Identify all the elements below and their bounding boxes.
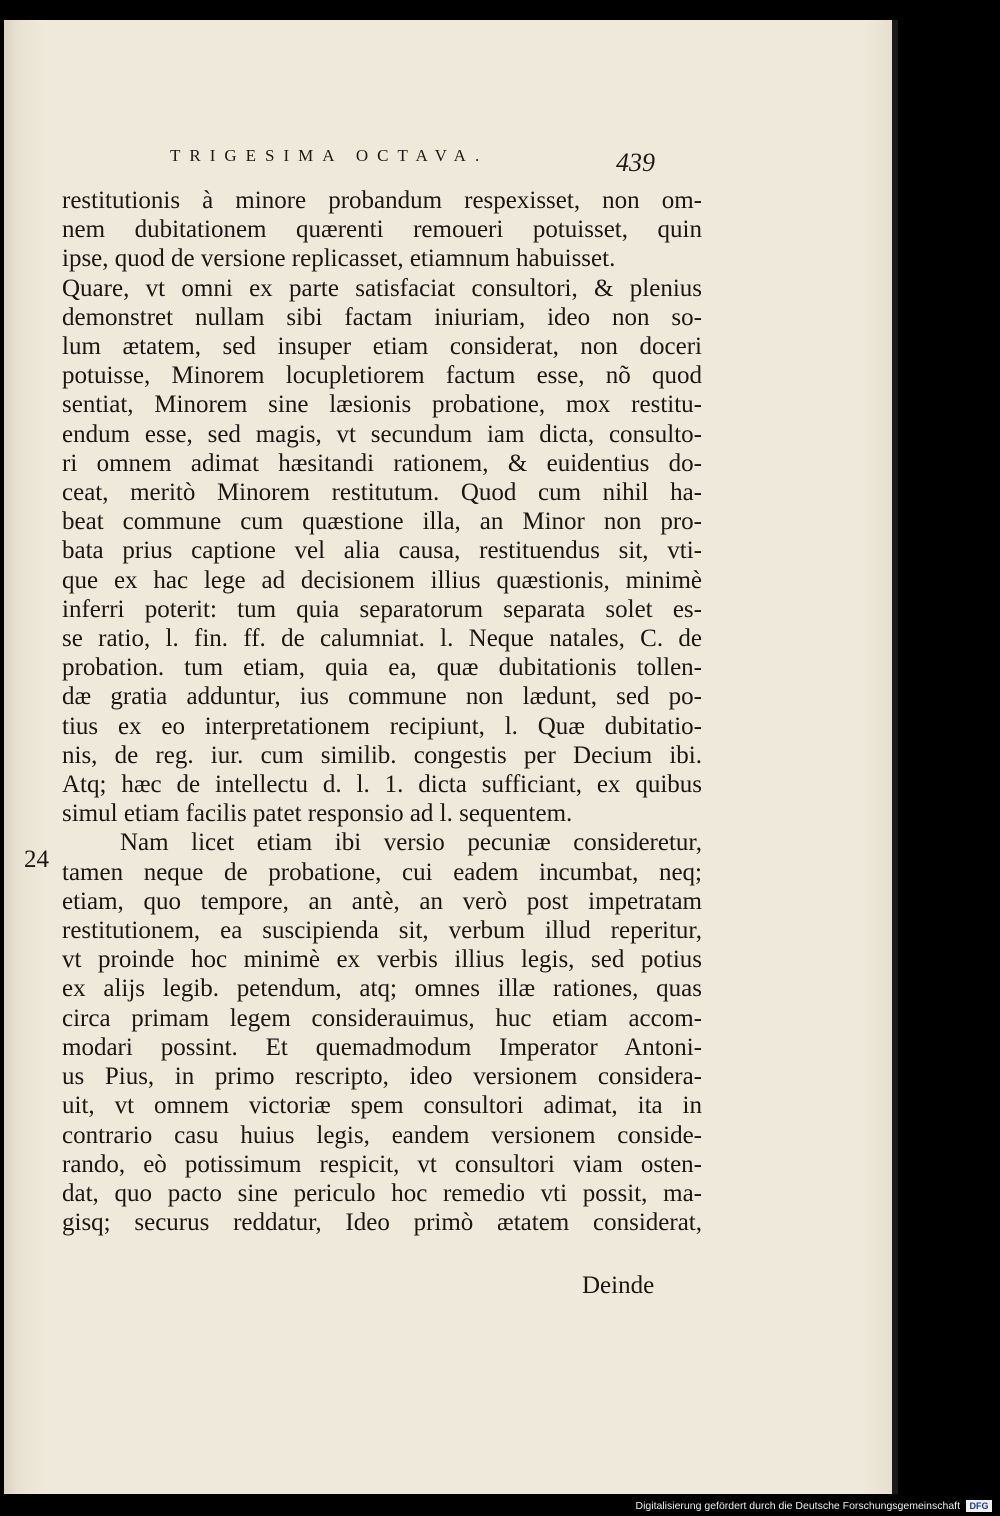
text-line: gisq; securus reddatur, Ideo primò ætatem considerat, [62,1209,702,1237]
text-line: simul etiam facilis patet responsio ad l. sequentem. [62,800,573,828]
text-line: inferri poterit: tum quia separatorum separata solet es- [62,595,702,623]
text-line: restitutionis à minore probandum respexisset, non om- [62,187,702,214]
text-line: se ratio, l. fin. ff. de calumniat. l. Neque natales, C. de [62,625,702,653]
marginal-number: 24 [24,846,49,873]
text-line: Atq; hæc de intellectu d. l. 1. dicta sufficiant, ex quibus [62,771,702,799]
text-line: lum ætatem, sed insuper etiam considerat, non doceri [62,333,702,361]
text-line: que ex hac lege ad decisionem illius quæstionis, minimè [62,566,702,594]
text-line: contrario casu huius legis, eandem versionem conside- [62,1121,702,1149]
text-line: endum esse, sed magis, vt secundum iam dicta, consulto- [62,420,702,448]
text-line: rando, eò potissimum respicit, vt consultori viam osten- [62,1150,702,1178]
text-line: potuisse, Minorem locupletiorem factum esse, nõ quod [62,362,702,390]
text-line: us Pius, in primo rescripto, ideo versionem considera- [62,1063,702,1091]
text-line: probation. tum etiam, quia ea, quæ dubitationis tollen- [62,654,702,682]
text-line: tius ex eo interpretationem recipiunt, l. Quæ dubitatio- [62,712,702,740]
text-line: uit, vt omnem victoriæ spem consultori adimat, ita in [62,1092,702,1120]
text-line: ex alijs legib. petendum, atq; omnes illæ rationes, quas [62,975,702,1003]
text-line: Nam licet etiam ibi versio pecuniæ consideretur, [120,829,702,857]
footer-credit: Digitalisierung gefördert durch die Deutsche Forschungsgemeinschaft [635,1500,960,1512]
dfg-logo: DFG [966,1500,992,1512]
page-edge [892,20,898,1494]
text-line: demonstret nullam sibi factam iniuriam, ideo non so- [62,303,702,331]
text-line: bata prius captione vel alia causa, restituendus sit, vti- [62,537,702,565]
catchword: Deinde [582,1272,655,1299]
running-head: TRIGESIMA OCTAVA. [170,146,489,165]
text-line: nem dubitationem quærenti remoueri potuisset, quin [62,216,702,244]
text-line: circa primam legem considerauimus, huc etiam accom- [62,1004,702,1032]
text-line: modari possint. Et quemadmodum Imperator Antoni- [62,1033,702,1061]
page-number: 439 [616,148,655,177]
text-line: ceat, meritò Minorem restitutum. Quod cum nihil ha- [62,479,702,507]
text-line: tamen neque de probatione, cui eadem incumbat, neq; [62,858,702,886]
text-line: nis, de reg. iur. cum similib. congestis per Decium ibi. [62,741,702,769]
body-text [62,186,702,1237]
text-line: beat commune cum quæstione illa, an Minor non pro- [62,508,702,536]
text-line: Quare, vt omni ex parte satisfaciat consultori, & plenius [62,274,702,302]
text-line: sentiat, Minorem sine læsionis probatione, mox restitu- [62,391,702,419]
text-line: restitutionem, ea suscipienda sit, verbum illud reperitur, [62,917,702,945]
text-line: ri omnem adimat hæsitandi rationem, & euidentius do- [62,449,702,477]
text-line: ipse, quod de versione replicasset, etiamnum habuisset. [62,245,616,273]
text-line: dat, quo pacto sine periculo hoc remedio vti possit, ma- [62,1179,702,1207]
text-line: vt proinde hoc minimè ex verbis illius legis, sed potius [62,946,702,974]
text-line: etiam, quo tempore, an antè, an verò post impetratam [62,887,702,915]
text-line: dæ gratia adduntur, ius commune non lædunt, sed po- [62,683,702,711]
